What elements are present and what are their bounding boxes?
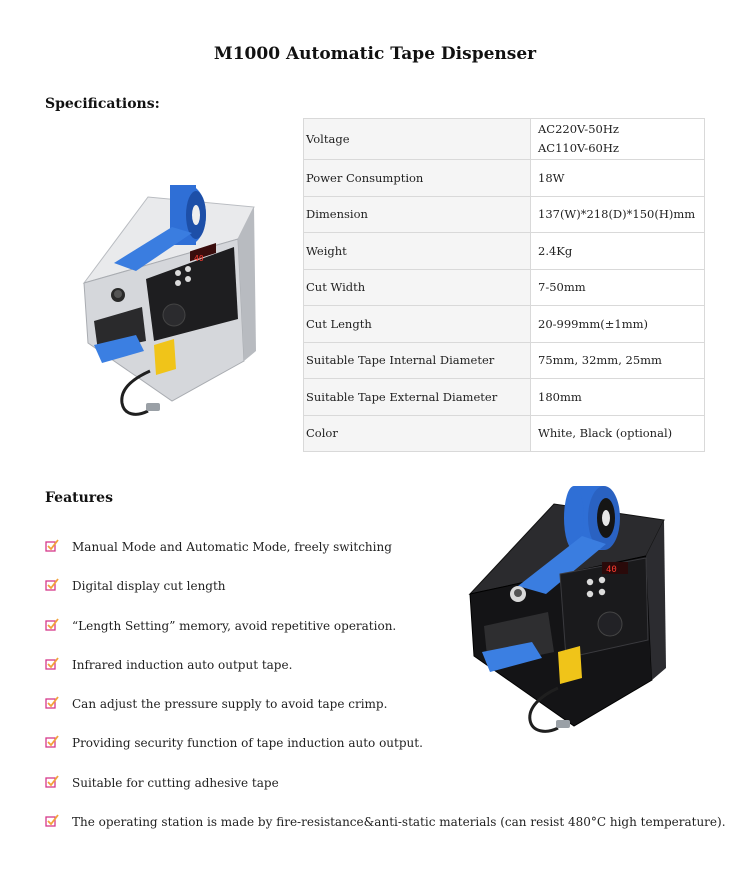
feature-text: Manual Mode and Automatic Mode, freely switching [72, 540, 392, 554]
spec-value: 2.4Kg [531, 233, 705, 270]
checkbox-checked-icon [45, 657, 59, 671]
spec-label: Dimension [304, 196, 531, 233]
spec-label: Suitable Tape Internal Diameter [304, 342, 531, 379]
feature-text: The operating station is made by fire-resistance&anti-static materials (can resist 480°C high temperature). [72, 815, 726, 830]
table-row [304, 415, 705, 452]
table-row [304, 379, 705, 416]
spec-value: 180mm [531, 379, 705, 416]
checkbox-checked-icon [45, 578, 59, 592]
spec-label: Power Consumption [304, 160, 531, 197]
spec-label: Color [304, 415, 531, 452]
feature-text: Digital display cut length [72, 579, 226, 594]
spec-value: 18W [531, 160, 705, 197]
spec-value-line: AC220V-50Hz [538, 122, 619, 136]
spec-value: 137(W)*218(D)*150(H)mm [531, 196, 705, 233]
spec-label: Cut Length [304, 306, 531, 343]
checkbox-checked-icon [45, 539, 59, 553]
tape-dispenser-white-image [62, 175, 262, 425]
table-row [304, 119, 705, 160]
checkbox-checked-icon [45, 775, 59, 789]
specifications-heading: Specifications: [45, 96, 160, 112]
checkbox-checked-icon [45, 735, 59, 749]
table-row [304, 196, 705, 233]
specifications-table [303, 118, 705, 452]
spec-value: 7-50mm [531, 269, 705, 306]
spec-value: 75mm, 32mm, 25mm [531, 342, 705, 379]
spec-label: Cut Width [304, 269, 531, 306]
feature-text: Infrared induction auto output tape. [72, 657, 293, 672]
feature-text: “Length Setting” memory, avoid repetitive operation. [72, 618, 397, 633]
display-readout: 40 [606, 565, 617, 575]
tape-dispenser-black-image [462, 476, 672, 738]
table-row [304, 233, 705, 270]
spec-label: Weight [304, 233, 531, 270]
display-readout: 40 [194, 254, 204, 263]
spec-label: Voltage [304, 119, 531, 160]
feature-text: Suitable for cutting adhesive tape [72, 775, 279, 790]
spec-value: 20-999mm(±1mm) [531, 306, 705, 343]
spec-label: Suitable Tape External Diameter [304, 379, 531, 416]
table-row [304, 160, 705, 197]
checkbox-checked-icon [45, 618, 59, 632]
spec-value: White, Black (optional) [531, 415, 705, 452]
table-row [304, 269, 705, 306]
table-row [304, 306, 705, 343]
feature-text: Providing security function of tape induction auto output. [72, 736, 423, 751]
feature-text: Can adjust the pressure supply to avoid tape crimp. [72, 697, 388, 712]
table-row [304, 342, 705, 379]
checkbox-checked-icon [45, 814, 59, 828]
checkbox-checked-icon [45, 696, 59, 710]
spec-value-line: AC110V-60Hz [538, 141, 619, 155]
spec-value [531, 119, 705, 160]
page-title: M1000 Automatic Tape Dispenser [213, 44, 537, 64]
features-heading: Features [45, 490, 113, 506]
